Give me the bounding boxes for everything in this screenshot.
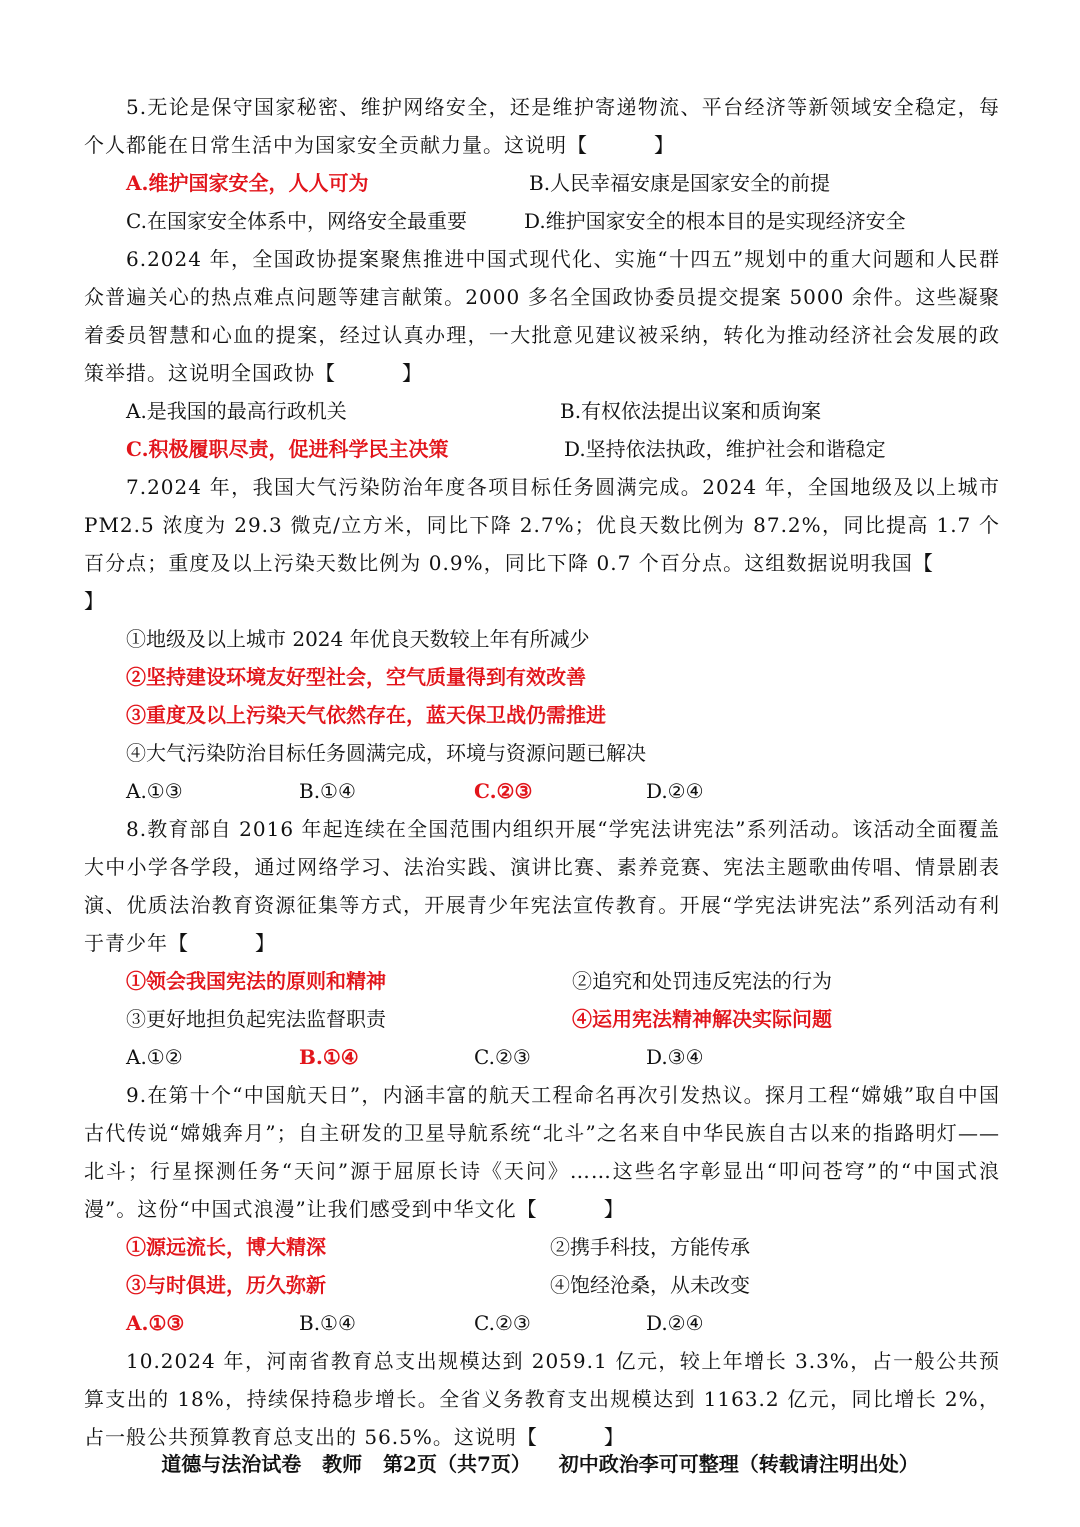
q8-statement-1: ①领会我国宪法的原则和精神	[126, 969, 386, 993]
q8-option-a: A.①②	[126, 1045, 183, 1069]
q6-option-b: B.有权依法提出议案和质询案	[560, 399, 822, 423]
question-6-stem: 6.2024 年，全国政协提案聚焦推进中国式现代化、实施“十四五”规划中的重大问题和人民群众普遍关心的热点难点问题等建言献策。2000 多名全国政协委员提交提案 5000 余件。这些凝聚着委员智慧和心血的提案，经过认真办理，一大批意见建议被采纳，转化为推动经济社会发展的政策举措。这说明全国政协【 】	[84, 247, 1000, 385]
q7-statement-2: ②坚持建设环境友好型社会，空气质量得到有效改善	[126, 665, 586, 689]
question-5-stem: 5.无论是保守国家秘密、维护网络安全，还是维护寄递物流、平台经济等新领域安全稳定，每个人都能在日常生活中为国家安全贡献力量。这说明【 】	[84, 95, 1000, 157]
question-5-options-row-1	[84, 164, 1000, 202]
question-6-options-row-2	[84, 430, 1000, 468]
q8-statements-row-1	[84, 962, 1000, 1000]
q9-option-a: A.①③	[126, 1311, 185, 1335]
q7-statement-4: ④大气污染防治目标任务圆满完成，环境与资源问题已解决	[126, 741, 646, 765]
q5-option-b: B.人民幸福安康是国家安全的前提	[529, 171, 831, 195]
page-footer: 道德与法治试卷 教师 第2页（共7页） 初中政治李可可整理（转载请注明出处）	[161, 1452, 919, 1476]
q5-option-c: C.在国家安全体系中，网络安全最重要	[126, 209, 467, 233]
question-9-options	[84, 1304, 1000, 1342]
q9-option-d: D.②④	[646, 1311, 704, 1335]
q7-statement-3: ③重度及以上污染天气依然存在，蓝天保卫战仍需推进	[126, 703, 606, 727]
question-7-stem: 7.2024 年，我国大气污染防治年度各项目标任务圆满完成。2024 年，全国地级及以上城市PM2.5 浓度为 29.3 微克/立方米，同比下降 2.7%；优良天数比例为 87.2%，同比提高 1.7 个百分点；重度及以上污染天数比例为 0.9%，同比下降 0.7 个百分点。这组数据说明我国【】	[84, 475, 1000, 613]
q5-option-d: D.维护国家安全的根本目的是实现经济安全	[524, 209, 906, 233]
q7-option-a: A.①③	[126, 779, 183, 803]
q8-option-b: B.①④	[299, 1045, 359, 1069]
q9-statements-row-1	[84, 1228, 1000, 1266]
q7-option-b: B.①④	[299, 779, 356, 803]
q9-statement-4: ④饱经沧桑，从未改变	[550, 1273, 750, 1297]
question-8-options	[84, 1038, 1000, 1076]
q6-option-d: D.坚持依法执政，维护社会和谐稳定	[564, 437, 886, 461]
question-10-stem: 10.2024 年，河南省教育总支出规模达到 2059.1 亿元，较上年增长 3.3%，占一般公共预算支出的 18%，持续保持稳步增长。全省义务教育支出规模达到 1163.2 亿元，同比增长 2%，占一般公共预算教育总支出的 56.5%。这说明【 】	[84, 1349, 1000, 1449]
q9-option-c: C.②③	[474, 1311, 531, 1335]
exam-page	[84, 88, 1000, 1456]
q8-statement-3: ③更好地担负起宪法监督职责	[126, 1007, 386, 1031]
q7-statement-1: ①地级及以上城市 2024 年优良天数较上年有所减少	[126, 627, 590, 651]
q5-option-a: A.维护国家安全，人人可为	[126, 171, 369, 195]
q8-statements-row-2	[84, 1000, 1000, 1038]
question-6-options-row-1	[84, 392, 1000, 430]
q9-option-b: B.①④	[299, 1311, 356, 1335]
q9-statements-row-2	[84, 1266, 1000, 1304]
question-9-stem: 9.在第十个“中国航天日”，内涵丰富的航天工程命名再次引发热议。探月工程“嫦娥”取自中国古代传说“嫦娥奔月”；自主研发的卫星导航系统“北斗”之名来自中华民族自古以来的指路明灯——北斗；行星探测任务“天问”源于屈原长诗《天问》……这些名字彰显出“叩问苍穹”的“中国式浪漫”。这份“中国式浪漫”让我们感受到中华文化【 】	[84, 1083, 1000, 1221]
question-5-options-row-2	[84, 202, 1000, 240]
q7-option-d: D.②④	[646, 779, 704, 803]
q9-statement-3: ③与时俱进，历久弥新	[126, 1273, 326, 1297]
q8-statement-2: ②追究和处罚违反宪法的行为	[572, 969, 832, 993]
q8-option-c: C.②③	[474, 1045, 531, 1069]
q7-option-c: C.②③	[474, 779, 533, 803]
q6-option-c: C.积极履职尽责，促进科学民主决策	[126, 437, 449, 461]
q9-statement-1: ①源远流长，博大精深	[126, 1235, 326, 1259]
question-7-options	[84, 772, 1000, 810]
q6-option-a: A.是我国的最高行政机关	[126, 399, 347, 423]
q9-statement-2: ②携手科技，方能传承	[550, 1235, 750, 1259]
question-8-stem: 8.教育部自 2016 年起连续在全国范围内组织开展“学宪法讲宪法”系列活动。该活动全面覆盖大中小学各学段，通过网络学习、法治实践、演讲比赛、素养竞赛、宪法主题歌曲传唱、情景剧表演、优质法治教育资源征集等方式，开展青少年宪法宣传教育。开展“学宪法讲宪法”系列活动有利于青少年【 】	[84, 817, 1000, 955]
q8-option-d: D.③④	[646, 1045, 704, 1069]
q8-statement-4: ④运用宪法精神解决实际问题	[572, 1007, 832, 1031]
